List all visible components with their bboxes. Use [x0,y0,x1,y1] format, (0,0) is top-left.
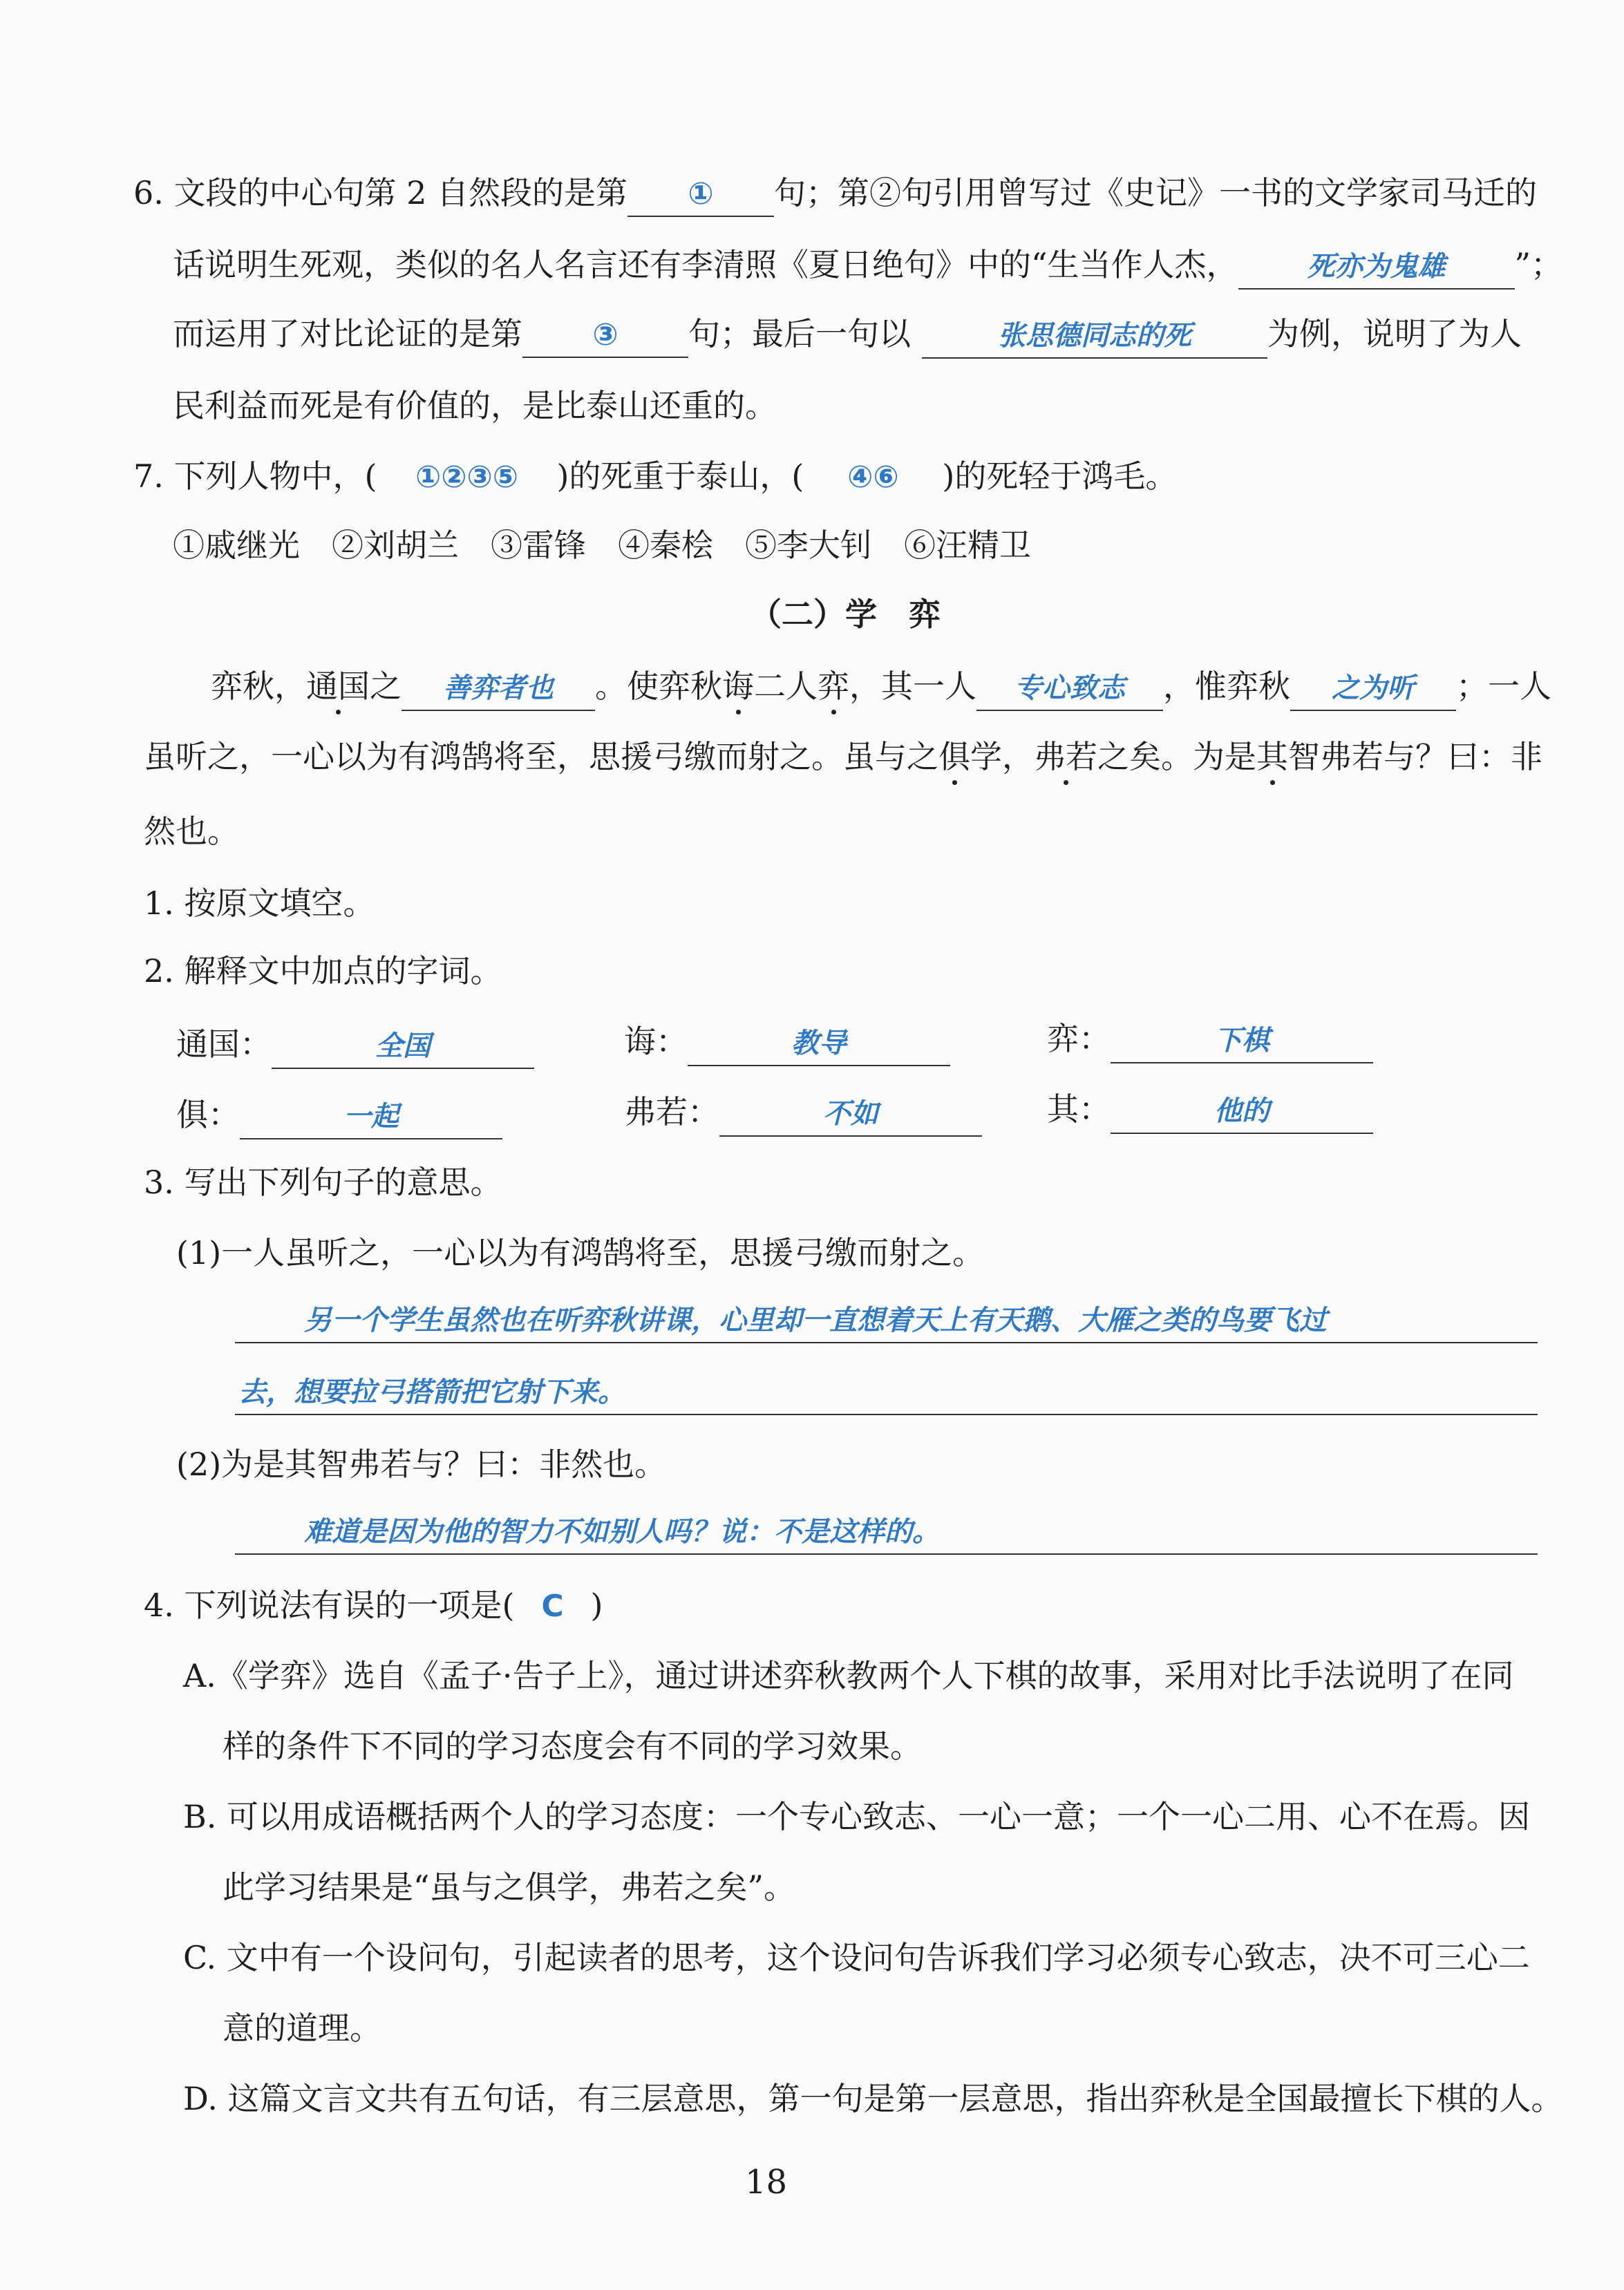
item-answer: 不如 [823,1098,878,1130]
sub4-answer-paren[interactable] [514,1584,590,1628]
sub3-answer-1b: 去，想要拉弓搭箭把它射下来。 [238,1376,625,1408]
q7-options: ①戚继光 ②刘胡兰 ③雷锋 ④秦桧 ⑤李大钊 ⑥汪精卫 [173,527,1031,564]
passage-line2 [144,735,1542,778]
dotted-word: 俱 [938,738,970,775]
passage-answer-3: 之为听 [1332,672,1415,704]
item-blank[interactable] [272,1023,534,1069]
item-label: 其： [1047,1090,1111,1128]
passage-text: 学， [970,738,1034,775]
item-label: 俱： [176,1096,240,1133]
sub3-sentence-2: (2)为是其智弗若与？曰：非然也。 [176,1446,667,1483]
item-blank[interactable] [719,1090,982,1137]
sub4-text: ) [590,1587,603,1624]
q6-line1 [133,171,1537,217]
item-label: 弗若： [624,1093,719,1130]
q6-answer-3: ③ [592,317,619,352]
dotted-word: 诲 [722,668,754,705]
dotted-word: 通国 [306,668,370,705]
item-label: 弈： [1047,1020,1111,1057]
q6-text: 话说明生死观，类似的名人名言还有李清照《夏日绝句》中的“生当作人杰， [173,246,1238,283]
item-answer: 全国 [375,1030,431,1062]
sub3-sentence-1: (1)一人虽听之，一心以为有鸿鹄将至，思援弓缴而射之。 [176,1234,985,1271]
sub2-item-4 [176,1093,502,1139]
q6-blank-4[interactable] [922,312,1267,359]
passage-blank-3[interactable] [1290,665,1456,711]
dotted-word: 弈 [818,668,849,705]
q6-text: 6. 文段的中心句第 2 自然段的是第 [133,174,628,211]
q6-answer-1: ① [688,176,714,211]
option-b-line1: B. 可以用成语概括两个人的学习态度：一个专心致志、一心一意；一个一心二用、心不在焉。因 [183,1798,1531,1835]
item-answer: 教导 [791,1028,847,1059]
q7-text: )的死轻于鸿毛。 [942,457,1178,495]
passage-text: 。使弈秋 [595,668,722,705]
q6-blank-3[interactable] [522,312,688,358]
q7-answer-2: ④⑥ [847,460,899,495]
q6-blank-2[interactable] [1238,243,1515,290]
passage-text: ，惟弈秋 [1163,668,1290,705]
item-answer: 一起 [343,1101,399,1133]
sub2-item-6 [1047,1088,1373,1134]
passage-line1 [211,665,1551,711]
q6-text: 句；第②句引用曾写过《史记》一书的文学家司马迁的 [774,174,1538,211]
q6-text: ”； [1514,246,1563,283]
passage-text: 之矣。为是 [1097,738,1256,775]
sub4-title [144,1584,603,1628]
item-label: 通国： [176,1025,272,1063]
item-answer: 下棋 [1214,1025,1269,1057]
q6-text: 为例，说明了为人 [1267,315,1522,352]
passage-text: 虽听之，一心以为有鸿鹄将至，思援弓缴而射之。虽与之 [144,738,938,775]
q6-answer-2: 死亦为鬼雄 [1307,251,1446,283]
sub3-answer-2: 难道是因为他的智力不如别人吗？说：不是这样的。 [304,1516,940,1548]
sub2-item-1 [176,1023,534,1069]
q7-paren-1[interactable] [377,455,556,499]
passage-text: ，其一人 [849,668,976,705]
passage-blank-1[interactable] [402,665,595,711]
q6-blank-1[interactable] [627,171,774,217]
q6-text: 句；最后一句以 [688,315,911,352]
option-a-line1: A.《学弈》选自《孟子·告子上》，通过讲述弈秋教两个人下棋的故事，采用对比手法说明了在同 [183,1657,1514,1694]
sub2-title: 2. 解释文中加点的字词。 [144,952,502,990]
passage-text: ；一人 [1456,668,1551,705]
sub3-title: 3. 写出下列句子的意思。 [144,1164,502,1201]
option-a-line2: 样的条件下不同的学习态度会有不同的学习效果。 [223,1728,922,1765]
dotted-word: 其 [1256,738,1288,775]
sub1-title: 1. 按原文填空。 [144,884,375,922]
option-d-line1: D. 这篇文言文共有五句话，有三层意思，第一句是第一层意思，指出弈秋是全国最擅长下棋的人。 [183,2080,1563,2117]
q6-line3 [173,312,1522,359]
passage-text: 之 [370,668,402,705]
page-number: 18 [745,2163,788,2202]
passage-blank-2[interactable] [976,665,1163,711]
passage-answer-1: 善弈者也 [443,672,554,704]
q7-paren-2[interactable] [804,455,942,499]
passage-answer-2: 专心致志 [1014,672,1125,704]
q7-text: )的死重于泰山，( [556,457,804,495]
q6-text: 而运用了对比论证的是第 [173,315,522,352]
section-title: （二）学 弈 [750,596,941,633]
q6-line2 [173,243,1562,290]
q7-text: 7. 下列人物中，( [133,457,377,495]
q6-answer-4: 张思德同志的死 [998,320,1191,352]
item-label: 诲： [624,1023,688,1060]
item-blank[interactable] [1111,1088,1373,1134]
sub3-answer-1a: 另一个学生虽然也在听弈秋讲课，心里却一直想着天上有天鹅、大雁之类的鸟要飞过 [304,1305,1327,1336]
passage-text: 智弗若与？曰：非 [1288,738,1542,775]
q7-line1 [133,455,1177,499]
dotted-word: 弗若 [1034,738,1097,775]
passage-text: 弈秋， [211,668,306,705]
passage-text: 二人 [754,668,818,705]
q7-answer-1: ①②③⑤ [415,460,518,495]
sub2-item-2 [624,1020,950,1066]
item-blank[interactable] [688,1020,950,1066]
option-b-line2: 此学习结果是“虽与之俱学，弗若之矣”。 [223,1868,796,1906]
sub4-answer: C [541,1589,564,1624]
passage-line3: 然也。 [144,813,239,850]
option-c-line2: 意的道理。 [223,2009,381,2047]
option-c-line1: C. 文中有一个设问句，引起读者的思考，这个设问句告诉我们学习必须专心致志，决不可三心二 [183,1939,1530,1976]
item-answer: 他的 [1214,1095,1269,1127]
item-blank[interactable] [240,1093,502,1139]
sub4-text: 4. 下列说法有误的一项是( [144,1587,515,1624]
item-blank[interactable] [1111,1017,1373,1063]
q6-line4: 民利益而死是有价值的，是比泰山还重的。 [173,387,777,424]
sub2-item-3 [1047,1017,1373,1063]
sub2-item-5 [624,1090,982,1137]
